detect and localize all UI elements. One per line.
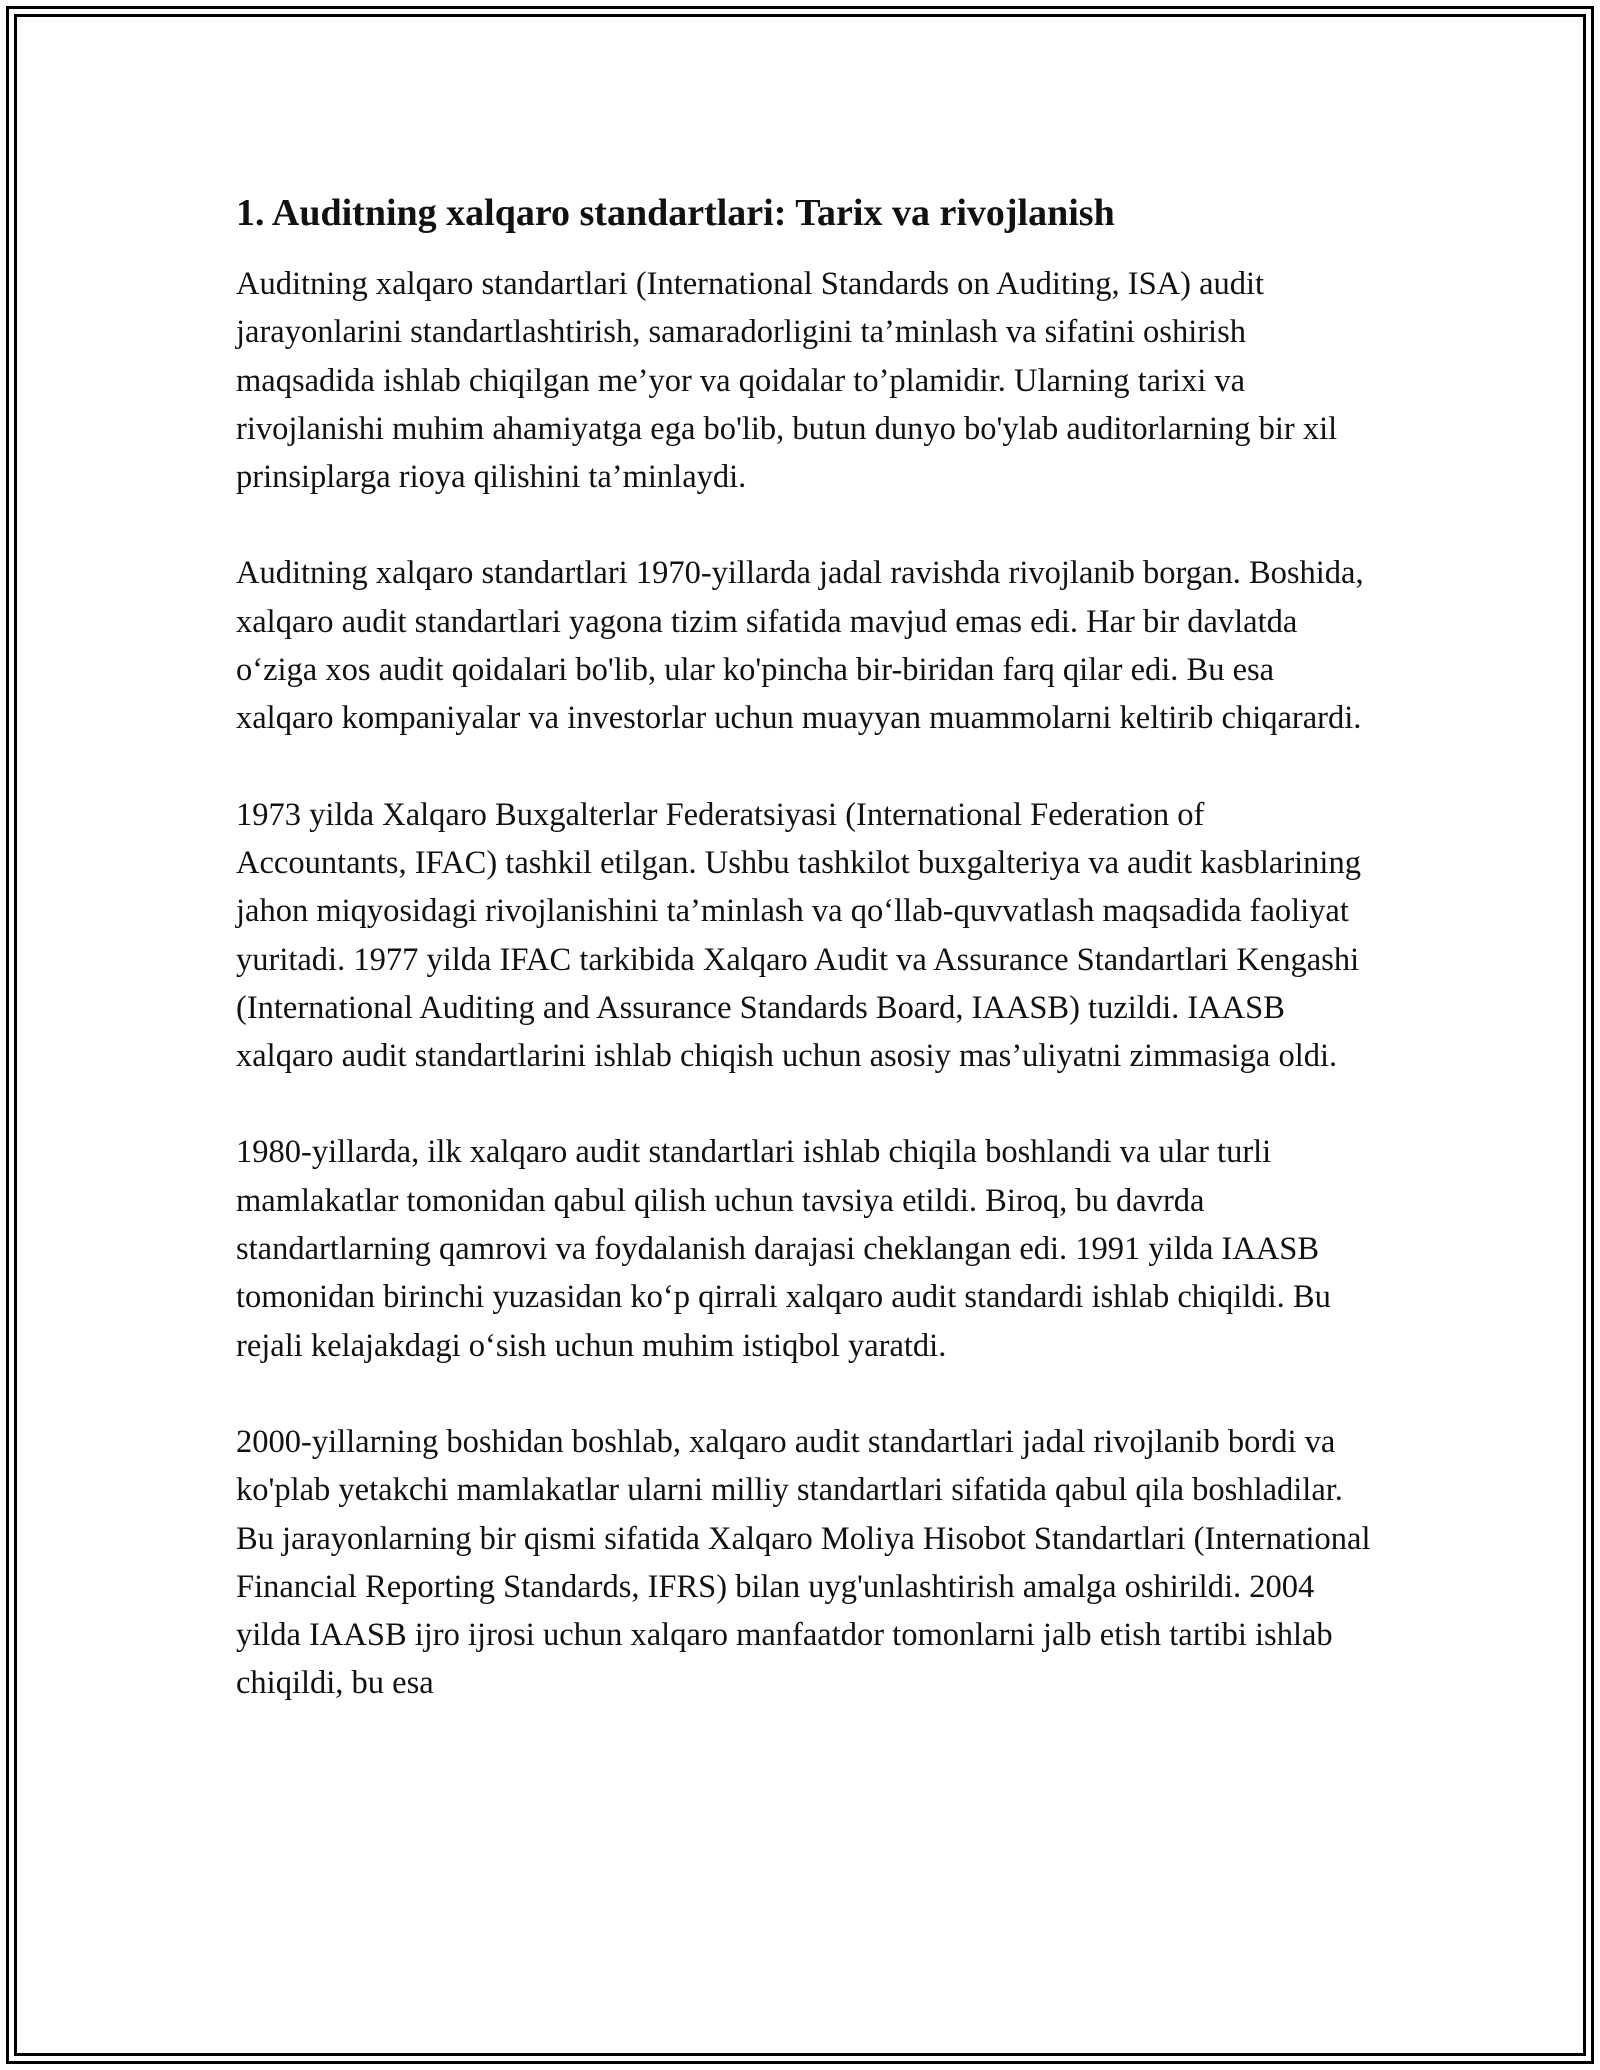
paragraph-isa-definition: Auditning xalqaro standartlari (International Standards on Auditing, ISA) audit jarayonlarini standartlashtirish, samaradorligini ta’minlash va sifatini oshirish maqsadida ishlab chiqilgan me’yor va qoidalar to’plamidir. Ularning tarixi va rivojlanishi muhim ahamiyatga ega bo'lib, butun dunyo bo'ylab auditorlarning bir xil prinsiplarga rioya qilishini ta’minlaydi. — [236, 266, 1338, 496]
paragraph-2000s-ifrs: 2000-yillarning boshidan boshlab, xalqaro audit standartlari jadal rivojlanib bordi va ko'plab yetakchi mamlakatlar ularni milliy standartlari sifatida qabul qila boshladilar. Bu jarayonlarning bir qismi sifatida Xalqaro Moliya Hisobot Standartlari (International Financial Reporting Standards, IFRS) bilan uyg'unlashtirish amalga oshirildi. 2004 yilda IAASB ijro ijrosi uchun xalqaro manfaatdor tomonlarni jalb etish tartibi ishlab chiqildi, bu esa — [236, 1423, 1371, 1702]
paragraph-1980s-1991: 1980-yillarda, ilk xalqaro audit standartlari ishlab chiqila boshlandi va ular turli mamlakatlar tomonidan qabul qilish uchun tavsiya etildi. Biroq, bu davrda standartlarning qamrovi va foydalanish darajasi cheklangan edi. 1991 yilda IAASB tomonidan birinchi yuzasidan ko‘p qirrali xalqaro audit standardi ishlab chiqildi. Bu rejali kelajakdagi o‘sish uchun muhim istiqbol yaratdi. — [236, 1134, 1331, 1364]
paragraph-ifac-iaasb: 1973 yilda Xalqaro Buxgalterlar Federatsiyasi (International Federation of Accountants, IFAC) tashkil etilgan. Ushbu tashkilot buxgalteriya va audit kasblarining jahon miqyosidagi rivojlanishini ta’minlash va qo‘llab-quvvatlash maqsadida faoliyat yuritadi. 1977 yilda IFAC tarkibida Xalqaro Audit va Assurance Standartlari Kengashi (International Auditing and Assurance Standards Board, IAASB) tuzildi. IAASB xalqaro audit standartlarini ishlab chiqish uchun asosiy mas’uliyatni zimmasiga oldi. — [236, 796, 1361, 1075]
document-body — [236, 188, 1376, 1756]
paragraph-1970s-history: Auditning xalqaro standartlari 1970-yillarda jadal ravishda rivojlanib borgan. Boshida, xalqaro audit standartlari yagona tizim sifatida mavjud emas edi. Har bir davlatda o‘ziga xos audit qoidalari bo'lib, ular ko'pincha bir-biridan farq qilar edi. Bu esa xalqaro kompaniyalar va investorlar uchun muayyan muammolarni keltirib chiqarardi. — [236, 555, 1364, 737]
section-heading: 1. Auditning xalqaro standartlari: Tarix va rivojlanish — [236, 192, 1115, 234]
